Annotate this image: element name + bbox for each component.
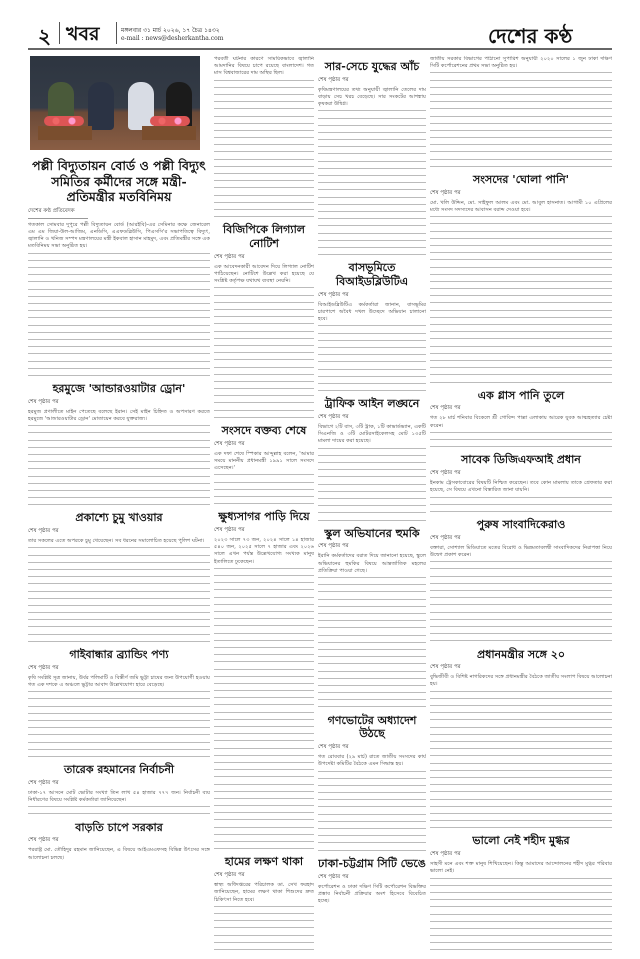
column-right [430,56,612,956]
headline[interactable]: প্রধানমন্ত্রীর সঙ্গে ২০ [476,647,566,661]
continued-label: শেষ পৃষ্ঠার পর [430,405,461,412]
email-link[interactable]: e-mail : news@desherkantha.com [121,35,224,42]
continued-label: শেষ পৃষ্ঠার পর [318,414,349,421]
flower-arrangement [44,116,84,126]
headline[interactable]: স্কুল অভিযানের হুমকি [324,526,420,540]
masthead-rule [28,48,612,50]
headline[interactable]: সাবেক ডিজিএফআই প্রধান [461,453,581,467]
continued-label: শেষ পৃষ্ঠার পর [318,76,349,83]
continued-label: শেষ পৃষ্ঠার পর [28,398,59,405]
page-number: ২ [38,24,52,48]
person-figure [88,82,114,130]
coffee-table [142,126,196,140]
headline[interactable]: হরমুজে 'আন্ডারওয়াটার ড্রোন' [52,382,186,396]
continued-label: শেষ পৃষ্ঠার পর [28,664,59,671]
headline[interactable]: সার-সেচে যুদ্ধের আঁচ [324,60,420,73]
flower-arrangement [150,116,190,126]
article-body: বিভাগে ২টি বাস, ৩টি ট্রাক, ১টি কাভার্ডভ্যান, একটি সিএনজি ও ৩টি মোটরসাইকেলসহ মোট ১৩৫টি মামলা দায়ের করা হয়েছে। [318,424,426,445]
divider [28,218,88,219]
headline[interactable]: ক্ষুধ্যসাগর পাড়ি দিয়ে [218,510,310,524]
headline[interactable]: বাড়তি চাপে সরকার [75,820,163,834]
article-body: পরবর্তী ঘটনার কারণে সাময়িকভাবে জ্বালানি আমদানির বিষয়ে চাপে রয়েছে বাংলাদেশ। গত মাস বিশ্ববাজারের দাম অস্থির ছিল। [214,56,314,77]
article-body-filler [430,691,612,829]
continued-label: শেষ পৃষ্ঠার পর [430,189,461,196]
article-body: তার সকলের এতে অপরকে চুমু খেয়েছেন। সব ধরনের সমালোচিত হয়েছে পুলিশ ঘটনা। [28,538,205,545]
headline[interactable]: প্রকাশ্যে চুমু খাওয়ার [75,511,163,525]
headline[interactable]: বিজিপিকে লিগ্যাল নোটিশ [223,223,305,251]
newspaper-logo: দেশের কণ্ঠ [488,24,573,48]
dateline: মঙ্গলবার ৩১ মার্চ ২০২৬, ১৭ চৈত্র ১৪৩২ [121,27,220,34]
continued-label: শেষ পৃষ্ঠার পর [28,837,59,844]
article-body-filler [430,432,612,447]
coffee-table [38,126,92,140]
continued-label: শেষ পৃষ্ঠার পর [28,779,59,786]
headline[interactable]: সংসদের 'ঘোলা পানি' [472,173,570,187]
article-body: জাতীয় সরকার বিভাগের পাঠানো সুপারিশ অনুযায়ী ২০২০ সালের ১ জুন ঢাকা দক্ষিণ সিটি কর্পোরেশনের প্রথম সভা অনুষ্ঠিত হয়। [430,56,612,70]
headline[interactable]: হামের লক্ষণ থাকা [224,855,304,869]
article-body-filler [28,253,210,376]
continued-label: শেষ পৃষ্ঠার পর [430,664,461,671]
article-body-filler [318,325,426,391]
article-body-filler [430,72,612,166]
article-body-filler [318,771,426,851]
continued-label: শেষ পৃষ্ঠার পর [214,253,245,260]
column-center-stories-list [318,56,426,956]
headline[interactable]: ট্রাফিক আইন লঙ্ঘনে [324,397,420,411]
article-body: এক আবেদনকারী আবেদন দিয়ে লিগ্যাল নোটিশ পাঠিয়েছেন। নোটিশে উল্লেখ করা হয়েছে যে সংশ্লিষ্ট কর্তৃপক্ষ যথাযথ ব্যবস্থা নেয়নি। [214,263,314,285]
masthead [0,0,640,48]
article-body-filler [28,547,210,641]
panel-discussion-photo [30,56,200,150]
article-body: ইরানি কর্মকর্তাদের বরাত দিয়ে জানানো হয়েছে, স্কুলে অভিযানের হুমকির বিষয়ে আন্তর্জাতিক মহলের প্রতিক্রিয়া পাওয়া গেছে। [318,553,426,574]
continued-label: শেষ পৃষ্ঠার পর [214,440,245,447]
continued-label: শেষ পৃষ্ঠার পর [318,543,349,550]
headline[interactable]: তারেক রহমানের নির্বাচনী [63,763,175,777]
article-body-filler [430,497,612,512]
article-body: বিআইডব্লিউটিএ কর্মকর্তারা জানান, বাসভূমির চারপাশে অবৈধ দখল উচ্ছেদে অভিযান চালানো হবে। [318,301,426,323]
continued-label: শেষ পৃষ্ঠার পর [214,527,245,534]
article-body-filler [28,425,210,505]
headline[interactable]: গাইবান্ধার ব্র্যান্ডিং পণ্য [69,648,169,662]
continued-label: শেষ পৃষ্ঠার পর [430,534,461,541]
article-body-filler [214,287,314,417]
byline: দেশের কণ্ঠ প্রতিবেদক [28,207,75,214]
article-body: গতকাল সোমবার দুপুরে পল্লী বিদ্যুতায়ন বোর্ড (আরইবি)-এর সেমিনার কক্ষে জেনারেল এম এম জিয়া-উল-আজিম, এনডিসি, এএফডব্লিউসি, পিএসসি'র সভাপতিত্বে বিদ্যুৎ, জ্বালানি ও খনিজ সম্পদ মন্ত্রণালয়ের মন্ত্রী ইকবাল হাসান মাহমুদ, এবং প্রতিমন্ত্রীর সঙ্গে এক মতবিনিময় সভা অনুষ্ঠিত হয়। [28,221,210,250]
divider [116,22,117,44]
lead-headline[interactable]: পল্লী বিদ্যুতায়ন বোর্ড ও পল্লী বিদ্যুৎ সমিতির কর্মীদের সঙ্গে মন্ত্রী-প্রতিমন্ত্রীর মতবিনিময় [32,158,206,205]
headline[interactable]: সংসদে বক্তব্য শেষে [221,424,307,438]
headline[interactable]: ঢাকা-চট্টগ্রাম সিটি ভেঙে [318,856,426,870]
continued-label: শেষ পৃষ্ঠার পর [430,851,461,858]
article-body: পররাষ্ট্র মো. তৌহিদুর রহমান জানিয়েছেন, এ বিষয়ে আইএমএফসহ বিভিন্ন উৎসের সঙ্গে আলোচনা চলছে। [28,847,210,861]
article-body-filler [430,216,612,382]
headline[interactable]: পুরুষ সাংবাদিকেরাও [476,518,566,532]
article-body: কর্পোরেশন ও ঢাকা দক্ষিণ সিটি কর্পোরেশন বিভক্তির প্রস্তাব নির্বাচনী প্রক্রিয়ার অংশ হিসেবে বিবেচিত হচ্ছে। [318,883,426,904]
article-body: ইনকাম ট্রেসকাবোরের বিষয়টি নিশ্চিত করেছেন। তবে কোন মামলায় তাকে গ্রেফতার করা হয়েছে, সে বিষয়ে এখনো বিস্তারিত জানা যায়নি। [430,480,612,494]
article-body: মো. খলি উদ্দিন, মো. সাইফুল আলম এবং মো. আবুল হাসনাত। আগামী ১০ এপ্রিলের মধ্যে সংসদ সদস্যদের আবাসন বরাদ্দ দেওয়া হবে। [430,199,612,213]
headline[interactable]: ভালো নেই শহীদ মুগ্ধর [472,834,570,848]
article-body: কৃষিমন্ত্রণালয়ের তথ্য অনুযায়ী জ্বালানি তেলের দাম বাড়ায় সেচ খরচ বেড়েছে। সার সংকটের আশঙ্কায় কৃষকরা উদ্বিগ্ন। [318,86,426,108]
article-body: স্বাস্থ্য অধিদপ্তরের পরিচালক ডা. সেখ ফরহাদ জানিয়েছেন, হামের লক্ষণ থাকা শিশুদের দ্রুত চিকিৎসা নিতে হবে। [214,882,314,903]
article-body-filler [28,806,210,814]
continued-label: শেষ পৃষ্ঠার পর [318,873,349,880]
headline[interactable]: গণভোটের অধ্যাদেশ উঠছে [327,713,417,741]
article-body-filler [318,577,426,707]
divider [59,22,60,44]
article-body-filler [430,561,612,641]
article-body: ২০২৩ সালে ৭৩ জন, ২০২৪ সালে ১৪ হাজার ৫৪০ জন, ২০২৫ সালে ৭ হাজার এবং ২০২৬ সালে এখন পর্যন্ত উল্লেখযোগ্য সংখ্যক মানুষ ইতালিতে ঢুকেছেন। [214,537,314,565]
continued-label: শেষ পৃষ্ঠার পর [214,872,245,879]
continued-label: শেষ পৃষ্ঠার পর [430,470,461,477]
article-body: বুদ্ধিজীবী ও বিশিষ্ট নাগরিকদের সঙ্গে প্রধানমন্ত্রীর বৈঠকে জাতীয় সংলাপ বিষয়ে আলোচনা হয়। [430,674,612,688]
continued-label: শেষ পৃষ্ঠার পর [318,744,349,751]
article-body-filler [214,906,314,956]
article-body: বক্তারা, সোশ্যাল মিডিয়াতে মতের বিরোধ ও ভিন্নমতাবলম্বী সাংবাদিকদের নিরাপত্তা নিয়ে উদ্বেগ প্রকাশ করেন। [430,544,612,559]
continued-label: শেষ পৃষ্ঠার পর [318,291,349,298]
column-middle [214,56,314,956]
section-name: খবর [66,23,100,45]
article-body: কৃষি সংশ্লিষ্ট সূত্র জানায়, উর্বর পলিমাটি ও বিস্তীর্ণ জমি ভুট্টা চাষের জন্য উপযোগী হওয়ায় গত এক দশকে এ অঞ্চলে ভুট্টার আবাদ উল্লেখযোগ্য হারে বেড়েছে। [28,674,210,688]
article-body-filler [318,448,426,521]
article-body: ঢাকা-১৭ আসনে মোট ভোটার সংখ্যা তিন লাখ ৫৪ হাজার ৭৭৭ জন। নির্বাচনী ব্যয় নির্ধারণের বিষয়ে সংশ্লিষ্ট কর্মকর্তারা জানিয়েছেন। [28,789,210,804]
article-body-filler [318,110,426,255]
article-body: গত ২৮ মার্চ শনিবার বিকেলে শ্রী গোবিন্দ পাল্লা এলাকায় আরেক যুবক আত্মহত্যার চেষ্টা করেন। [430,415,612,429]
headline[interactable]: এক গ্লাস পানি তুলে [477,388,565,402]
continued-label: শেষ পৃষ্ঠার পর [28,528,59,535]
headline[interactable]: বাসভূমিতে বিআইডব্লিউটিএ [335,261,409,289]
article-body-filler [214,474,314,504]
article-body-filler [430,878,612,956]
article-body-filler [214,80,314,218]
article-body: এক দফা শেষে স্পিকার আব্দুল্লাহ বলেন, 'আমার সময়ে মাননীয় প্রধানমন্ত্রী ১৯৯১ সালে সংসদে এসেছেন।' [214,450,314,472]
article-body: সাহসী মনে এবং শক্ত মানুষ শিখিয়েছেন। কিন্তু আমাদের আন্দোলনের শহীদ মুগ্ধর পরিবার ভালো নেই। [430,861,612,875]
article-body-filler [214,568,314,849]
article-body: গত রোববার (২৯ মার্চ) রাতে জাতীয় সংসদের কার্য উপদেষ্টা কমিটির বৈঠকে এমন সিদ্ধান্ত হয়। [318,754,426,768]
column-left [28,56,210,956]
article-body: হরমুজ প্রণালীতে মাইন পেতেছে বলেছে ইরান। সেই মাইন চিহ্নিত ও অপসারণ করতে হরমুজে 'আন্ডারওয়াটার ড্রোন' মোতায়েন করবে যুক্তরাজ্য। [28,408,210,423]
article-body-filler [28,691,210,757]
